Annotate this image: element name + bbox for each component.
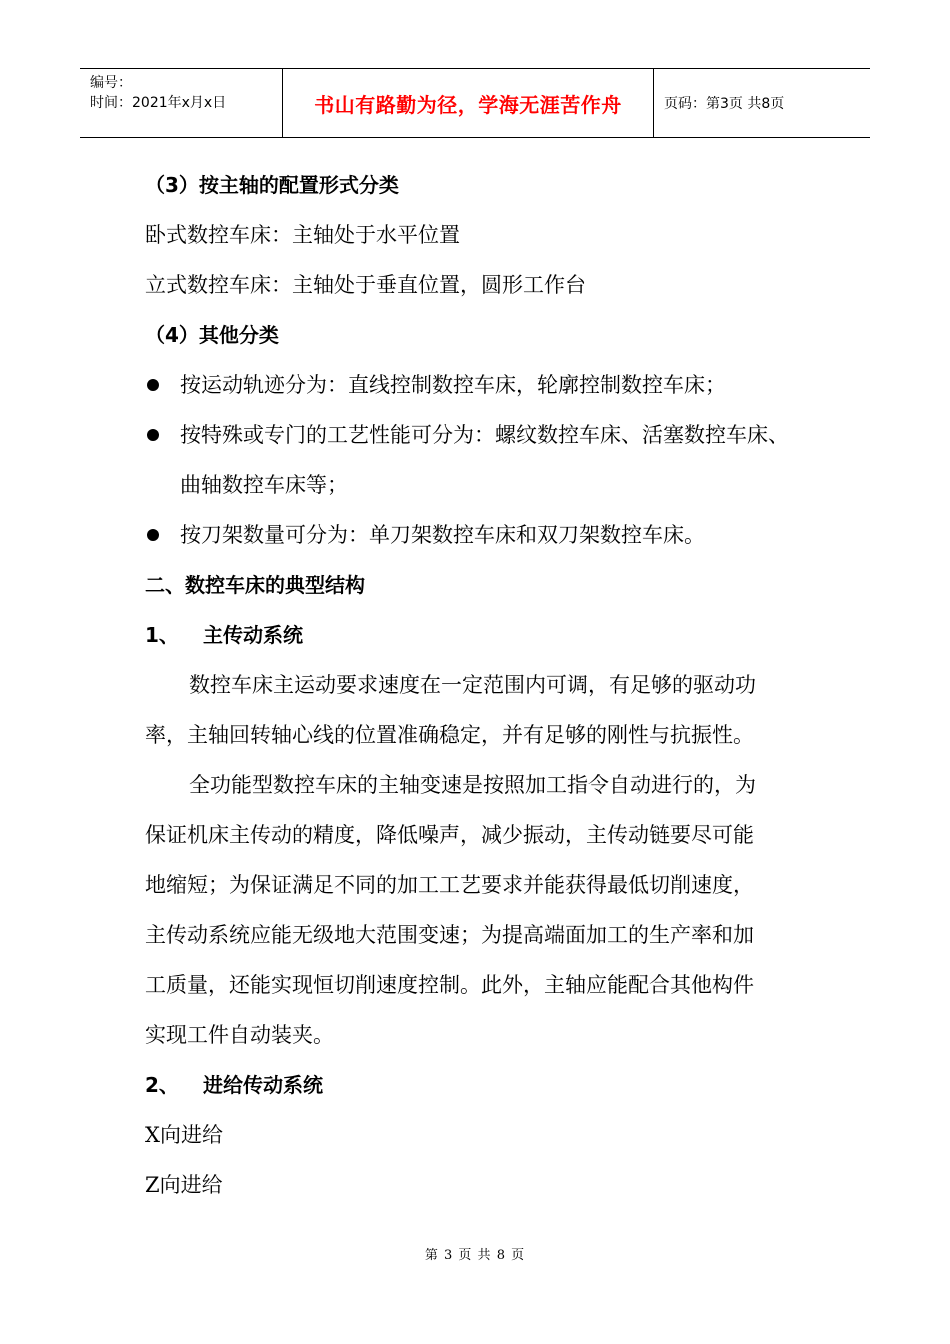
paragraph-line: 主传动系统应能无级地大范围变速；为提高端面加工的生产率和加 [145, 923, 754, 947]
paragraph-line: 数控车床主运动要求速度在一定范围内可调，有足够的驱动功 [189, 673, 756, 697]
list-item-text: 按刀架数量可分为：单刀架数控车床和双刀架数控车床。 [180, 523, 705, 547]
bullet-icon [145, 360, 180, 410]
paragraph-line: 实现工件自动装夹。 [145, 1023, 334, 1047]
page-footer: 第 3 页 共 8 页 [424, 1248, 526, 1263]
header-meta [80, 69, 282, 137]
bullet-icon [145, 510, 180, 560]
subsection-number: 2、 [145, 1073, 179, 1097]
paragraph-line: 全功能型数控车床的主轴变速是按照加工指令自动进行的，为 [189, 773, 756, 797]
heading-3: （3）按主轴的配置形式分类 [145, 173, 399, 197]
list-item [145, 510, 825, 560]
list-item-continuation: 曲轴数控车床等； [180, 473, 348, 497]
subsection-title: 进给传动系统 [203, 1073, 323, 1097]
paragraph-horizontal: 卧式数控车床：主轴处于水平位置 [145, 223, 460, 247]
subsection-heading-2 [145, 1060, 825, 1110]
list-item [145, 360, 825, 410]
subsection-number: 1、 [145, 623, 179, 647]
header-motto: 书山有路勤为径，学海无涯苦作舟 [314, 92, 622, 117]
bullet-icon [145, 410, 180, 460]
code-label: 编号： [90, 75, 132, 91]
subsection-heading-1 [145, 610, 825, 660]
heading-4: （4）其他分类 [145, 323, 279, 347]
page-header [80, 68, 870, 138]
header-motto-cell [282, 69, 654, 137]
x-feed-label: X向进给 [145, 1123, 223, 1147]
subsection-title: 主传动系统 [203, 623, 303, 647]
section-heading: 二、数控车床的典型结构 [145, 573, 365, 597]
paragraph-line: 率，主轴回转轴心线的位置准确稳定，并有足够的刚性与抗振性。 [145, 723, 754, 747]
list-item-text: 按特殊或专门的工艺性能可分为：螺纹数控车床、活塞数控车床、 [180, 423, 789, 447]
paragraph-line: 保证机床主传动的精度，降低噪声，减少振动，主传动链要尽可能 [145, 823, 754, 847]
list-item-text: 按运动轨迹分为：直线控制数控车床，轮廓控制数控车床； [180, 373, 726, 397]
header-page-info: 页码：第3页 共8页 [664, 96, 785, 112]
z-feed-label: Z向进给 [145, 1173, 223, 1197]
paragraph-line: 工质量，还能实现恒切削速度控制。此外，主轴应能配合其他构件 [145, 973, 754, 997]
list-item [145, 410, 825, 460]
time-label: 时间：2021年x月x日 [90, 95, 227, 111]
document-body [145, 160, 825, 1210]
paragraph-line: 地缩短；为保证满足不同的加工工艺要求并能获得最低切削速度， [145, 873, 754, 897]
paragraph-vertical: 立式数控车床：主轴处于垂直位置，圆形工作台 [145, 273, 586, 297]
